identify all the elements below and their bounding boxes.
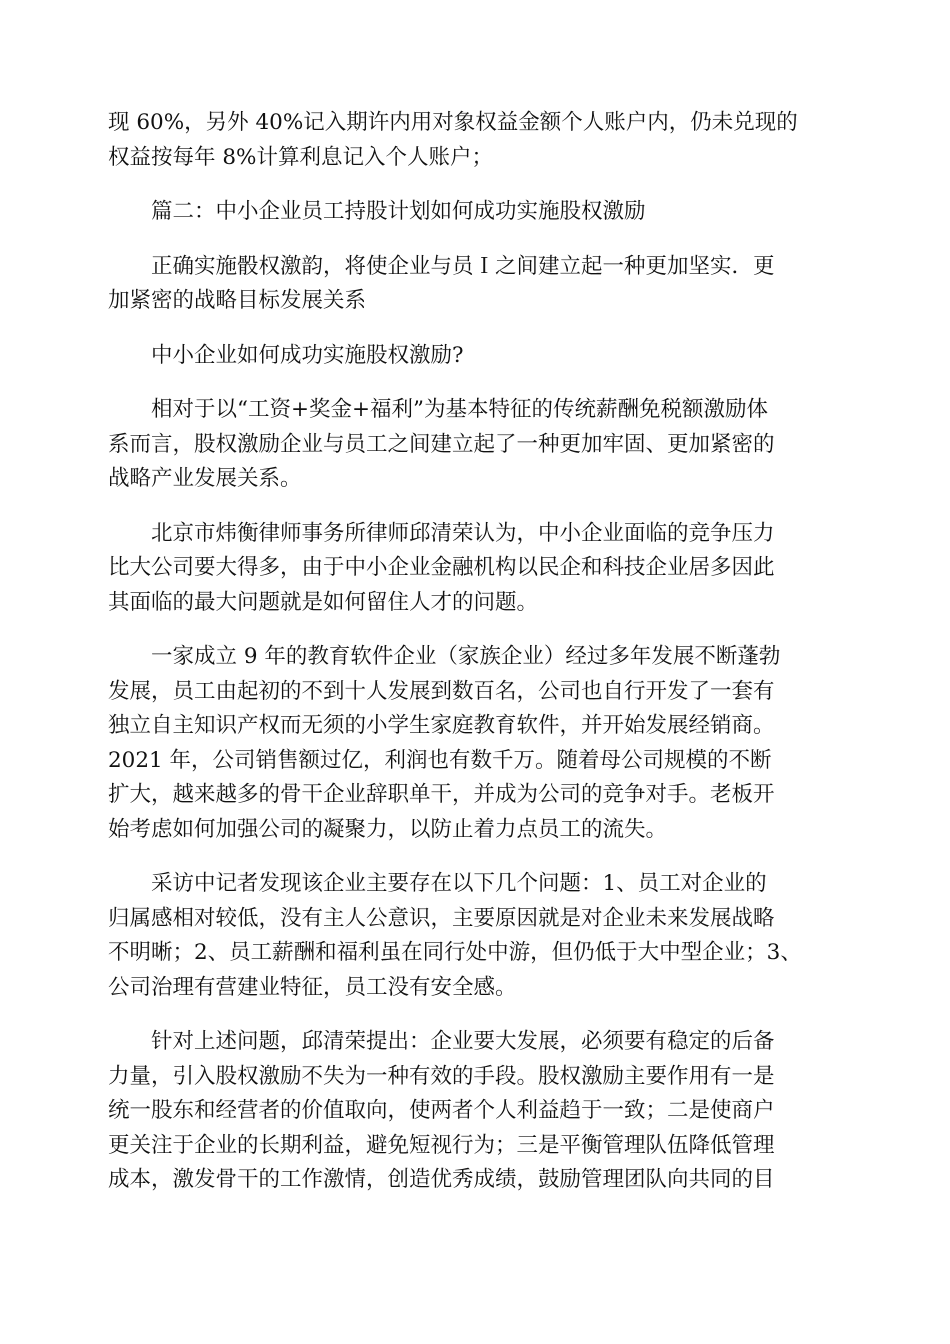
paragraph-line: 正确实施骰权激韵，将使企业与员Ｉ之间建立起一种更加坚实．更 (151, 253, 775, 279)
paragraph-line: 战略产业发展关系。 (108, 466, 302, 491)
paragraph-line: 力量，引入股权激励不失为一种有效的手段。股权激励主要作用有一是 (108, 1063, 775, 1089)
paragraph-7 (108, 640, 850, 847)
paragraph-6 (108, 517, 850, 621)
paragraph-line: 北京市炜衡律师事务所律师邱清荣认为，中小企业面临的竞争压力 (151, 520, 775, 546)
paragraph-line: 不明晰；2、员工薪酬和福利虽在同行处中游，但仍低于大中型企业；3、 (108, 940, 802, 965)
paragraph-line: 系而言，股权激励企业与员工之间建立起了一种更加牢固、更加紧密的 (108, 431, 775, 457)
paragraph-1 (108, 106, 850, 175)
paragraph-line: 其面临的最大问题就是如何留住人才的问题。 (108, 589, 539, 615)
paragraph-line: 比大公司要大得多，由于中小企业金融机构以民企和科技企业居多因此 (108, 555, 775, 580)
section-heading (108, 195, 850, 230)
paragraph-line: 一家成立 9 年的教育软件企业（家族企业）经过多年发展不断蓬勃 (151, 644, 781, 669)
paragraph-line: 权益按每年 8%计算利息记入个人账户； (108, 144, 493, 170)
paragraph-line: 独立自主知识产权而无须的小学生家庭教育软件，并开始发展经销商。 (108, 713, 775, 738)
paragraph-line: 归属感相对较低，没有主人公意识，主要原因就是对企业未来发展战略 (108, 905, 775, 931)
paragraph-9 (108, 1025, 850, 1198)
paragraph-4 (108, 339, 850, 374)
paragraph-line: 篇二：中小企业员工持股计划如何成功实施股权激励 (151, 199, 646, 224)
paragraph-line: 中小企业如何成功实施股权激励? (151, 342, 464, 368)
paragraph-line: 现 60%，另外 40%记入期许内用对象权益金额个人账户内，仍未兑现的 (108, 110, 798, 135)
paragraph-line: 采访中记者发现该企业主要存在以下几个问题：1、员工对企业的 (151, 871, 767, 896)
paragraph-line: 相对于以“工资+奖金+福利”为基本特征的传统薪酬免税额激励体 (151, 397, 769, 422)
paragraph-line: 始考虑如何加强公司的凝聚力，以防止着力点员工的流失。 (108, 816, 668, 842)
paragraph-line: 发展，员工由起初的不到十人发展到数百名，公司也自行开发了一套有 (108, 678, 775, 704)
paragraph-line: 统一股东和经营者的价值取向，使两者个人利益趋于一致；二是使商户 (108, 1098, 775, 1123)
paragraph-line: 2021 年，公司销售额过亿，利润也有数千万。随着母公司规模的不断 (108, 747, 772, 773)
paragraph-line: 成本，激发骨干的工作激情，创造优秀成绩，鼓励管理团队向共同的目 (108, 1167, 775, 1192)
paragraph-line: 公司治理有营建业特征，员工没有安全感。 (108, 974, 517, 1000)
paragraph-line: 针对上述问题，邱清荣提出：企业要大发展，必须要有稳定的后备 (151, 1029, 775, 1054)
document-page (108, 106, 850, 1198)
paragraph-line: 加紧密的战略目标发展关系 (108, 288, 367, 313)
paragraph-line: 更关注于企业的长期利益，避免短视行为；三是平衡管理队伍降低管理 (108, 1132, 775, 1158)
paragraph-8 (108, 867, 850, 1005)
paragraph-line: 扩大，越来越多的骨干企业辞职单干，并成为公司的竞争对手。老板开 (108, 782, 775, 807)
paragraph-5 (108, 393, 850, 497)
paragraph-3 (108, 250, 850, 319)
